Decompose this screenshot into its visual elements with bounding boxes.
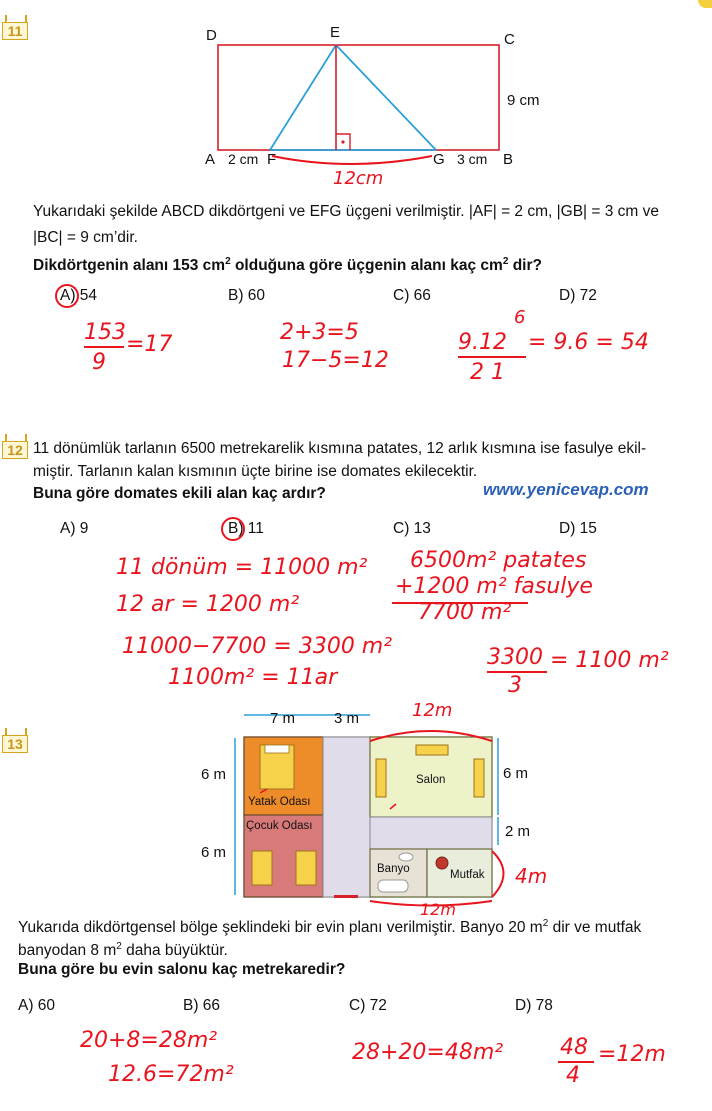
- q13-option-b[interactable]: B) 66: [183, 997, 221, 1014]
- q11-work-c-top: 9.12: [458, 330, 507, 355]
- room-label-banyo: Banyo: [377, 863, 410, 875]
- q12-statement-line1: 11 dönümlük tarlanın 6500 metrekarelik kısmına patates, 12 arlık kısmına ise fasulye ekil-: [33, 440, 647, 457]
- q11-work-six: 6: [514, 307, 526, 328]
- question-number-13: [2, 735, 28, 753]
- dim-right-6m: 6 m: [503, 765, 529, 782]
- vertex-e: E: [330, 24, 341, 41]
- handwritten-top-12m: 12m: [412, 700, 453, 721]
- dim-right-2m: 2 m: [505, 823, 531, 840]
- q13-text2a: banyodan 8 m: [18, 942, 117, 960]
- q11-sup1: 2: [225, 256, 231, 267]
- q11-option-a[interactable]: A) 54: [60, 287, 98, 304]
- q12-statement-line2: miştir. Tarlanın kalan kısmının üçte birine ise domates ekilecektir.: [33, 463, 478, 480]
- q12-answer-circle: [218, 514, 248, 544]
- q11-question-part2: olduğuna göre üçgenin alanı kaç cm: [230, 257, 503, 275]
- label-gb: 3 cm: [457, 151, 488, 167]
- sink-icon: [399, 853, 413, 861]
- q11-option-c[interactable]: C) 66: [393, 287, 431, 304]
- q11-option-d[interactable]: D) 72: [559, 287, 597, 304]
- q11-work-line2: 17−5=12: [282, 348, 389, 373]
- watermark: www.yenicevap.com: [483, 480, 649, 499]
- handwritten-right-4m: 4m: [515, 864, 548, 888]
- dim-7m: 7 m: [270, 710, 296, 727]
- bathtub-icon: [378, 880, 408, 892]
- q12-option-d[interactable]: D) 15: [559, 520, 597, 537]
- vertex-b: B: [503, 151, 514, 168]
- q11-option-b[interactable]: B) 60: [228, 287, 266, 304]
- q13-question: Buna göre bu evin salonu kaç metrekaredir?: [18, 961, 346, 978]
- q12-work-r1: 6500m² patates: [410, 548, 587, 573]
- sofa-icon: [416, 745, 448, 755]
- bed-icon: [296, 851, 316, 885]
- door-mark: [334, 895, 358, 898]
- pillow-icon: [265, 745, 289, 753]
- sofa-icon: [474, 759, 484, 797]
- room-label-mutfak: Mutfak: [450, 869, 485, 881]
- q12-work-l3: 11000−7700 = 3300 m²: [122, 634, 393, 659]
- number-badge-legs: [5, 728, 27, 735]
- q12-option-a[interactable]: A) 9: [60, 520, 89, 537]
- bed-icon: [252, 851, 272, 885]
- triangle-side-ef: [270, 45, 336, 150]
- question-number-text: 11: [7, 23, 23, 39]
- q13-text1b: dir ve mutfak: [548, 919, 642, 937]
- q11-work-c-bot: 2 1: [470, 360, 505, 385]
- q12-option-b[interactable]: B) 11: [228, 520, 264, 537]
- hallway: [370, 817, 492, 849]
- q11-question: [33, 250, 542, 278]
- rectangle-abcd: [218, 45, 499, 150]
- q12-option-c[interactable]: C) 13: [393, 520, 431, 537]
- q11-question-part3: dir?: [508, 257, 542, 275]
- q13-work-m1: 28+20=48m²: [352, 1040, 504, 1065]
- q13-option-d[interactable]: D) 78: [515, 997, 553, 1014]
- handwritten-right-brace: [492, 851, 504, 897]
- right-angle-dot: [341, 140, 344, 143]
- question-number-text: 13: [7, 736, 23, 752]
- q11-statement-line2: |BC| = 9 cm’dir.: [33, 229, 138, 246]
- room-label-cocuk: Çocuk Odası: [246, 820, 313, 832]
- triangle-side-eg: [336, 45, 436, 150]
- q12-work-l2: 12 ar = 1200 m²: [116, 592, 300, 617]
- room-label-yatak: Yatak Odası: [248, 796, 311, 808]
- q13-work-frac-res: =12m: [598, 1042, 666, 1067]
- q12-question: Buna göre domates ekili alan kaç ardır?: [33, 485, 326, 502]
- vertex-d: D: [206, 27, 217, 44]
- question-number-text: 12: [7, 442, 23, 458]
- q12-work-r2: +1200 m² fasulye: [395, 574, 593, 599]
- q11-statement-line1: Yukarıdaki şekilde ABCD dikdörtgeni ve EFG üçgeni verilmiştir. |AF| = 2 cm, |GB| = 3 cm ve: [33, 203, 660, 220]
- q13-text2b: daha büyüktür.: [121, 942, 228, 960]
- q12-work-r3: 7700 m²: [418, 600, 512, 625]
- q11-question-part1: Dikdörtgenin alanı 153 cm: [33, 257, 226, 275]
- q12-work-l1: 11 dönüm = 11000 m²: [116, 555, 368, 580]
- vertex-c: C: [504, 31, 515, 48]
- vertex-a: A: [205, 151, 216, 168]
- q13-option-a[interactable]: A) 60: [18, 997, 56, 1014]
- dim-3m: 3 m: [334, 710, 360, 727]
- label-af: 2 cm: [228, 151, 259, 167]
- handwritten-brace: [272, 156, 432, 164]
- q11-work-c-res: = 9.6 = 54: [528, 330, 649, 355]
- sofa-icon: [376, 759, 386, 797]
- q13-sup1: 2: [542, 918, 549, 929]
- vertex-f: F: [267, 151, 277, 168]
- q13-text1a: Yukarıda dikdörtgensel bölge şeklindeki bir evin planı verilmiştir. Banyo 20 m: [18, 919, 543, 937]
- q11-work-line1: 2+3=5: [280, 320, 359, 345]
- number-badge-legs: [5, 15, 27, 22]
- q11-work-frac-den: 9: [92, 350, 106, 375]
- q13-sup2: 2: [116, 941, 122, 952]
- question-number-11: [2, 22, 28, 40]
- q11-work-frac-res: =17: [126, 332, 173, 357]
- handwritten-fg-length: 12cm: [333, 168, 384, 189]
- dim-left-6m-a: 6 m: [201, 766, 227, 783]
- corridor: [323, 737, 370, 897]
- vertex-g: G: [433, 151, 445, 168]
- q12-work-r4-den: 3: [508, 673, 522, 698]
- dim-left-6m-b: 6 m: [201, 844, 227, 861]
- q12-work-r4-num: 3300: [487, 645, 543, 670]
- q11-work-frac-num: 153: [84, 320, 126, 345]
- q13-work-l2: 12.6=72m²: [108, 1062, 234, 1087]
- handwritten-bottom-12m: 12m: [420, 900, 456, 919]
- q13-work-frac-num: 48: [560, 1035, 588, 1060]
- table-icon: [436, 857, 448, 869]
- q11-work-frac-bar: [84, 346, 124, 348]
- q13-work-l1: 20+8=28m²: [80, 1028, 218, 1053]
- q12-work-r4-res: = 1100 m²: [550, 648, 669, 673]
- q13-option-c[interactable]: C) 72: [349, 997, 387, 1014]
- number-badge-legs: [5, 434, 27, 441]
- q11-answer-circle: [52, 281, 82, 311]
- question-number-12: [2, 441, 28, 459]
- q11-work-c-bar: [458, 356, 526, 358]
- q11-sup2: 2: [502, 256, 509, 267]
- label-bc: 9 cm: [507, 92, 540, 109]
- corner-decoration: [698, 0, 712, 8]
- q13-work-frac-den: 4: [566, 1063, 580, 1088]
- room-label-salon: Salon: [416, 774, 446, 786]
- q12-work-l4: 1100m² = 11ar: [168, 665, 338, 690]
